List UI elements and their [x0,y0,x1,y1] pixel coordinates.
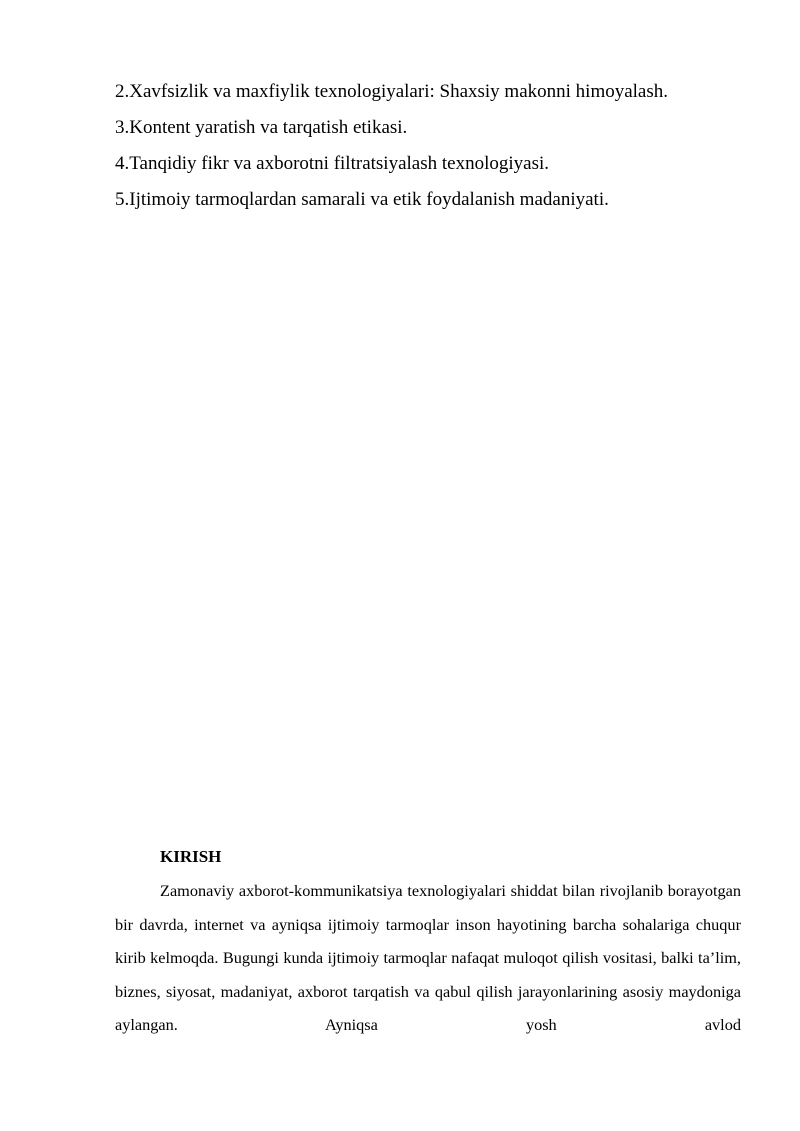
topic-list [115,74,755,218]
intro-paragraph: Zamonaviy axborot-kommunikatsiya texnologiyalari shiddat bilan rivojlanib borayotgan bir davrda, internet va ayniqsa ijtimoiy tarmoqlar inson hayotining barcha sohalariga chuqur kirib kelmoqda. Bugungi kunda ijtimoiy tarmoqlar nafaqat muloqot qilish vositasi, balki ta’lim, biznes, siyosat, madaniyat, axborot tarqatish va qabul qilish jarayonlarining asosiy maydoniga aylangan. Ayniqsa yosh avlod [115,881,741,1034]
list-item: 4.Tanqidiy fikr va axborotni filtratsiyalash texnologiyasi. [115,153,549,174]
list-item: 5.Ijtimoiy tarmoqlardan samarali va etik foydalanish madaniyati. [115,189,609,210]
list-item: 3.Kontent yaratish va tarqatish etikasi. [115,117,408,138]
section-heading: KIRISH [160,847,222,866]
list-item: 2.Xavfsizlik va maxfiylik texnologiyalari: Shaxsiy makonni himoyalash. [115,81,669,102]
